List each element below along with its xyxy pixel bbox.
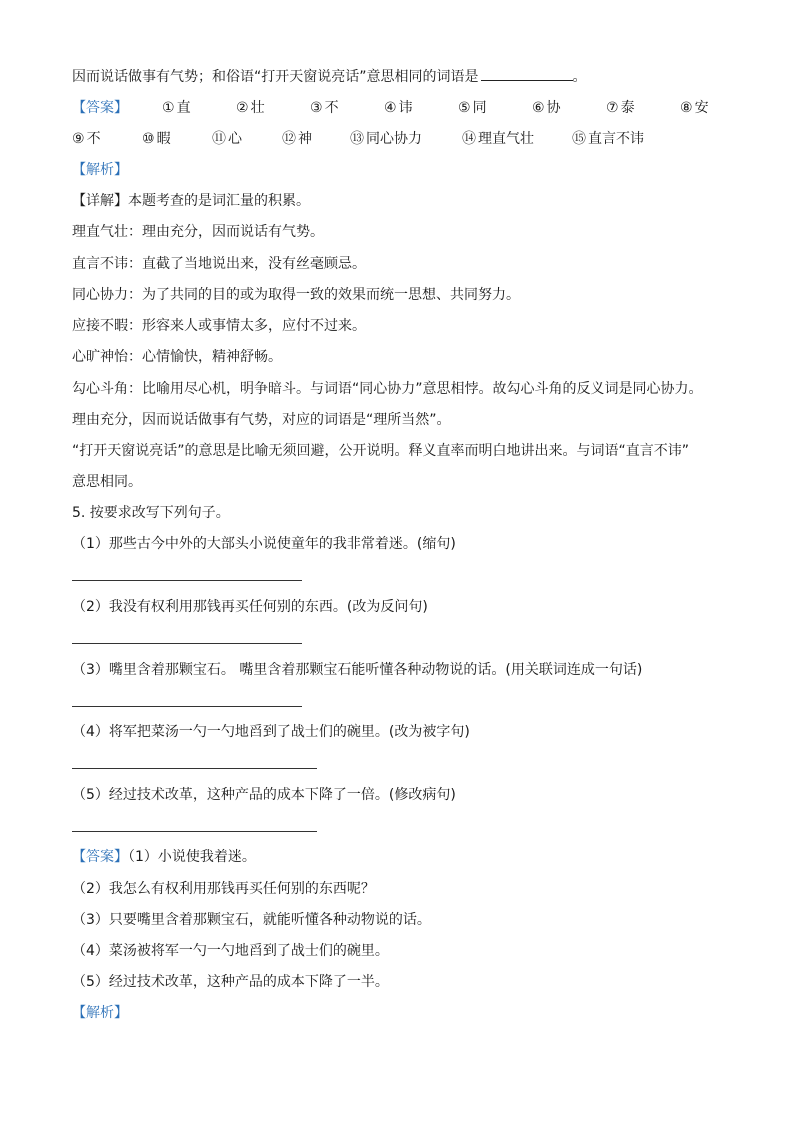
analysis-line: 心旷神怡：心情愉快，精神舒畅。 (72, 349, 282, 365)
answer-label: 【答案】 (72, 100, 128, 116)
q4-tail-text: 因而说话做事有气势；和俗语“打开天窗说亮话”意思相同的词语是 (72, 69, 479, 85)
answer-item: ⑪ 心 (212, 131, 242, 147)
answer-item: ⑩ 暇 (142, 131, 171, 147)
question-item: （3）嘴里含着那颗宝石。 嘴里含着那颗宝石能听懂各种动物说的话。(用关联词连成一句话) (72, 662, 643, 678)
answer-line (72, 580, 302, 581)
analysis-line: 勾心斗角：比喻用尽心机，明争暗斗。与词语“同心协力”意思相悖。故勾心斗角的反义词是同心协力。 (72, 381, 703, 397)
answer-line (72, 768, 317, 769)
answer-item: ⑫ 神 (282, 131, 312, 147)
analysis-label: 【解析】 (72, 162, 128, 178)
answer-item: ⑥ 协 (532, 100, 561, 116)
answer-text: （2）我怎么有权利用那钱再买任何别的东西呢？ (72, 881, 375, 897)
analysis-line: 理直气壮：理由充分，因而说话有气势。 (72, 224, 324, 240)
answer-blank (481, 66, 573, 81)
answer-item: ⑤ 同 (458, 100, 487, 116)
answer-item: ⑦ 泰 (606, 100, 635, 116)
analysis-label: 【解析】 (72, 1005, 128, 1021)
analysis-line: 意思相同。 (72, 474, 142, 490)
question-item: （4）将军把菜汤一勺一勺地舀到了战士们的碗里。(改为被字句) (72, 724, 470, 740)
question-item: （2）我没有权利用那钱再买任何别的东西。(改为反问句) (72, 599, 428, 615)
analysis-line: 【详解】本题考查的是词汇量的积累。 (72, 193, 310, 209)
q4-tail-end: 。 (572, 69, 587, 85)
analysis-line: 理由充分，因而说话做事有气势，对应的词语是“理所当然”。 (72, 412, 451, 428)
answer-item: ② 壮 (236, 100, 265, 116)
answer-item: ③ 不 (310, 100, 339, 116)
question-item: （5）经过技术改革，这种产品的成本下降了一倍。(修改病句) (72, 787, 456, 803)
analysis-line: “打开天窗说亮话”的意思是比喻无须回避，公开说明。释义直率而明白地讲出来。与词语“直言不讳” (72, 443, 690, 459)
answer-text: （4）菜汤被将军一勺一勺地舀到了战士们的碗里。 (72, 943, 389, 959)
question-title: 5. 按要求改写下列句子。 (72, 505, 230, 521)
answer-item: ④ 讳 (384, 100, 413, 116)
answer-item: ⑨ 不 (72, 131, 101, 147)
answer-text: （5）经过技术改革，这种产品的成本下降了一半。 (72, 974, 389, 990)
q4-tail-line (72, 66, 587, 87)
question-item: （1）那些古今中外的大部头小说使童年的我非常着迷。(缩句) (72, 536, 456, 552)
answer-item: ① 直 (162, 100, 191, 116)
answer-text: （3）只要嘴里含着那颗宝石，就能听懂各种动物说的话。 (72, 912, 431, 928)
answer-item: ⑧ 安 (680, 100, 709, 116)
answer-label: 【答案】 (72, 849, 128, 865)
analysis-line: 应接不暇：形容来人或事情太多，应付不过来。 (72, 318, 366, 334)
answer-line (72, 831, 317, 832)
answer-line (72, 706, 302, 707)
answer-item: ⑬ 同心协力 (350, 131, 422, 147)
answer-line (72, 643, 302, 644)
answer-text: （1）小说使我着迷。 (128, 849, 256, 865)
analysis-line: 直言不讳：直截了当地说出来，没有丝毫顾忌。 (72, 256, 366, 272)
answer-item: ⑭ 理直气壮 (462, 131, 534, 147)
q5-answer-line (72, 847, 256, 867)
analysis-line: 同心协力：为了共同的目的或为取得一致的效果而统一思想、共同努力。 (72, 287, 520, 303)
answer-item: ⑮ 直言不讳 (572, 131, 644, 147)
